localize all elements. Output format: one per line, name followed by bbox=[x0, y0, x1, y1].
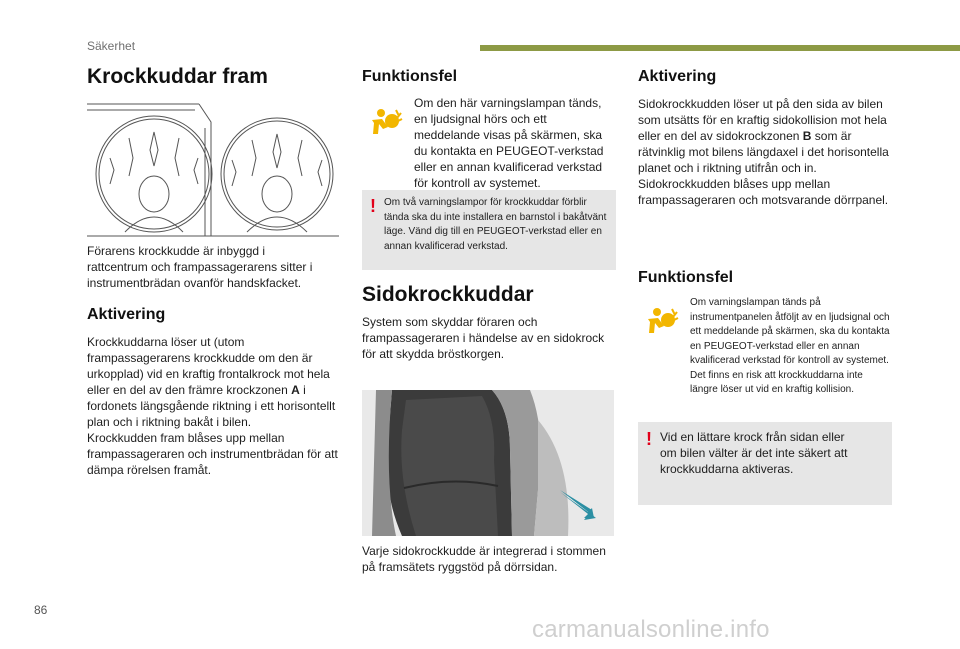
header-rule bbox=[480, 45, 960, 51]
warning-text-1: Om två varningslampor för krockkuddar förblir tända ska du inte installera en barnstol i bakåtvänt läge. Vänd dig till en PEUGEOT-verkstad eller en annan kvalificerad verkstad. bbox=[384, 197, 607, 252]
airbag-warning-icon-2 bbox=[644, 306, 680, 336]
front-aktivering-text-1: Krockkuddarna löser ut (utom frampassagerarens krockkudde om den är urkopplad) vid en kraftig frontalkrock mot hela eller en del av den främre krockzonen bbox=[87, 335, 330, 397]
funktionsfel-text-1: Om den här varningslampan tänds, en ljudsignal hörs och ett meddelande visas på skärmen, ska du kontakta en PEUGEOT-verkstad eller en annan kvalificerad verkstad för kontroll av systemet. bbox=[414, 96, 604, 190]
seat-caption: Varje sidokrockkudde är integrerad i stommen på framsätets ryggstöd på dörrsidan. bbox=[362, 544, 606, 574]
watermark: carmanualsonline.info bbox=[532, 616, 770, 643]
side-aktivering-text bbox=[638, 96, 894, 208]
zone-a-label: A bbox=[291, 383, 300, 397]
warning-exclamation-icon-2: ! bbox=[646, 429, 652, 449]
heading-sidokrockkuddar: Sidokrockkuddar bbox=[362, 283, 534, 306]
heading-funktionsfel-1: Funktionsfel bbox=[362, 68, 458, 85]
section-label: Säkerhet bbox=[87, 39, 136, 53]
front-airbag-caption: Förarens krockkudde är inbyggd i rattcentrum och frampassagerarens sitter i instrumentbrädan ovanför handskfacket. bbox=[87, 244, 313, 290]
zone-b-label: B bbox=[802, 129, 812, 143]
warning-box-2 bbox=[638, 422, 892, 505]
heading-aktivering-front: Aktivering bbox=[87, 306, 166, 323]
front-aktivering-text bbox=[87, 334, 342, 478]
front-aktivering-text-3: Krockkudden fram blåses upp mellan frampassageraren och instrumentbrädan för att dämpa rörelsen framåt. bbox=[87, 431, 338, 477]
heading-aktivering-side: Aktivering bbox=[638, 68, 717, 85]
front-airbags-illustration bbox=[87, 98, 339, 240]
side-aktivering-text-2: som är rätvinklig mot bilens längdaxel i det horisontella planet och i riktning utifrån och in. bbox=[638, 129, 889, 175]
warning-box-1 bbox=[362, 190, 616, 270]
side-aktivering-text-3: Sidokrockkudden blåses upp mellan frampassageraren och motsvarande dörrpanel. bbox=[638, 177, 889, 207]
side-airbag-seat-illustration bbox=[362, 390, 614, 536]
page-title: Krockkuddar fram bbox=[87, 65, 268, 88]
warning-text-2: Vid en lättare krock från sidan eller om bilen välter är det inte säkert att krockkuddarna aktiveras. bbox=[660, 430, 848, 476]
page-number: 86 bbox=[34, 603, 48, 617]
side-aktivering-text-1: Sidokrockkudden löser ut på den sida av bilen som utsätts för en kraftig sidokollision mot hela eller en del av sidokrockzonen bbox=[638, 97, 887, 143]
front-aktivering-text-2: i fordonets längsgående riktning i ett horisontellt plan och i riktning bakåt i bilen. bbox=[87, 383, 336, 429]
sido-intro-text: System som skyddar föraren och frampassageraren i händelse av en sidokrock för att skydda bröstkorgen. bbox=[362, 315, 605, 361]
heading-funktionsfel-2: Funktionsfel bbox=[638, 269, 734, 286]
funktionsfel-text-2: Om varningslampan tänds på instrumentpanelen åtföljt av en ljudsignal och ett meddelande på skärmen, ska du kontakta en PEUGEOT-verkstad eller en annan kvalificerad verkstad för kontroll av systemet. Det finns en risk att krockkuddarna inte längre löser ut vid en kraftig kollision. bbox=[690, 297, 890, 395]
warning-exclamation-icon: ! bbox=[370, 196, 376, 216]
airbag-warning-icon bbox=[368, 107, 404, 137]
